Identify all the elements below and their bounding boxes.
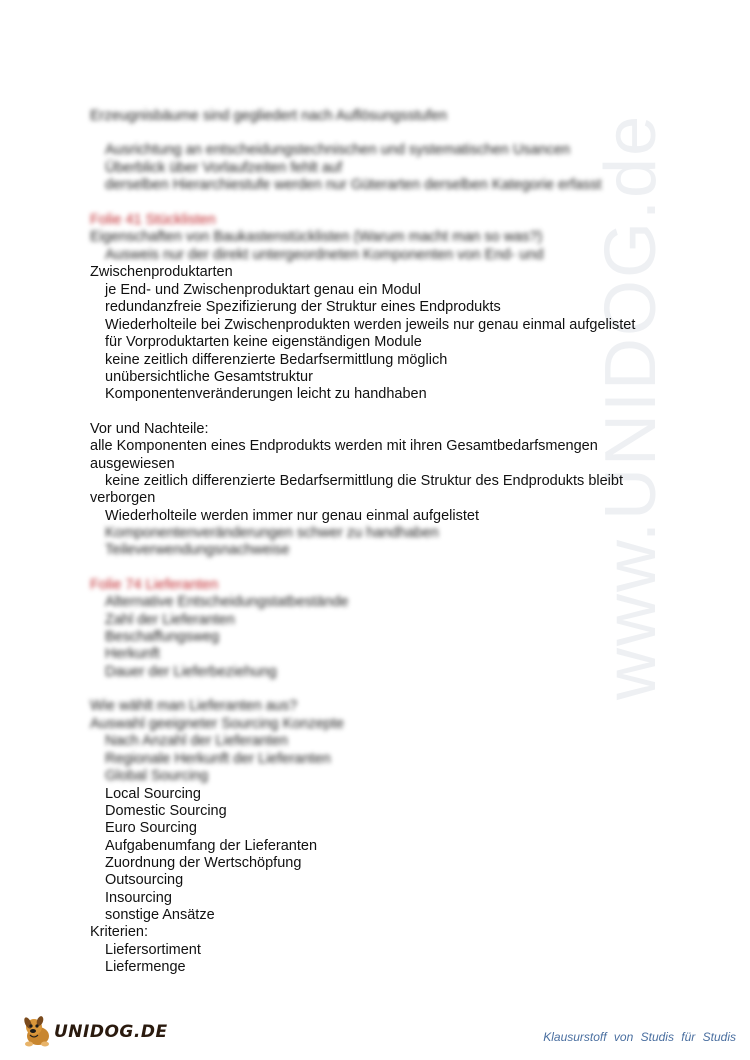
dog-mascot-icon — [20, 1014, 54, 1048]
unidog-logo[interactable] — [20, 1010, 168, 1050]
text-line: sonstige Ansätze — [105, 907, 215, 923]
text-line: Vor und Nachteile: — [90, 421, 209, 437]
text-line: Insourcing — [105, 890, 172, 906]
text-line: Wiederholteile bei Zwischenprodukten werden jeweils nur genau einmal aufgelistet — [105, 317, 636, 333]
text-line: Eigenschaften von Baukastenstücklisten (Warum macht man so was?) — [90, 229, 543, 245]
text-line: unübersichtliche Gesamtstruktur — [105, 369, 313, 385]
text-line: Erzeugnisbäume sind gegliedert nach Auflösungsstufen — [90, 108, 448, 124]
text-line: Kriterien: — [90, 924, 149, 940]
text-line: derselben Hierarchiestufe werden nur Güterarten derselben Kategorie erfasst — [105, 177, 602, 193]
text-line: Überblick über Vorlaufzeiten fehlt auf — [105, 160, 342, 176]
text-line: Zuordnung der Wertschöpfung — [105, 855, 302, 871]
text-line: alle Komponenten eines Endprodukts werden mit ihren Gesamtbedarfsmengen — [90, 438, 598, 454]
text-line: verborgen — [90, 490, 156, 506]
text-line: Liefersortiment — [105, 942, 201, 958]
text-line: Ausrichtung an entscheidungstechnischen und systematischen Usancen — [105, 142, 571, 158]
text-line: Beschaffungsweg — [105, 629, 220, 645]
text-line: Domestic Sourcing — [105, 803, 227, 819]
text-line: Local Sourcing — [105, 786, 201, 802]
text-line: ausgewiesen — [90, 456, 175, 472]
text-line: keine zeitlich differenzierte Bedarfsermittlung die Struktur des Endprodukts bleibt — [105, 473, 623, 489]
text-line: Herkunft — [105, 646, 160, 662]
text-line: für Vorproduktarten keine eigenständigen Module — [105, 334, 422, 350]
section-heading: Folie 41 Stücklisten — [90, 212, 216, 228]
text-line: Komponentenveränderungen leicht zu handhaben — [105, 386, 427, 402]
text-line: Alternative Entscheidungstatbestände — [105, 594, 349, 610]
text-line: Nach Anzahl der Lieferanten — [105, 733, 288, 749]
text-line: Wie wählt man Lieferanten aus? — [90, 698, 298, 714]
text-line: Outsourcing — [105, 872, 184, 888]
section-heading: Folie 74 Lieferanten — [90, 577, 219, 593]
text-line: Ausweis nur der direkt untergeordneten Komponenten von End- und — [105, 247, 544, 263]
watermark-text: www.UNIDOG.de — [591, 113, 671, 700]
text-line: Teileverwendungsnachweise — [105, 542, 290, 558]
text-line: Zwischenproduktarten — [90, 264, 233, 280]
text-line: Auswahl geeigneter Sourcing Konzepte — [90, 716, 344, 732]
text-line: Global Sourcing — [105, 768, 209, 784]
text-line: Zahl der Lieferanten — [105, 612, 235, 628]
text-line: Wiederholteile werden immer nur genau einmal aufgelistet — [105, 508, 479, 524]
text-line: Liefermenge — [105, 959, 186, 975]
text-line: redundanzfreie Spezifizierung der Struktur eines Endprodukts — [105, 299, 501, 315]
text-line: Aufgabenumfang der Lieferanten — [105, 838, 318, 854]
text-line: Dauer der Lieferbeziehung — [105, 664, 277, 680]
text-line: Euro Sourcing — [105, 820, 197, 836]
footer-tagline: Klausurstoff von Studis für Studis — [543, 1030, 736, 1044]
logo-text: UNIDOG.DE — [54, 1022, 168, 1042]
text-line: Regionale Herkunft der Lieferanten — [105, 751, 331, 767]
text-line: keine zeitlich differenzierte Bedarfsermittlung möglich — [105, 352, 448, 368]
text-line: Komponentenveränderungen schwer zu handhaben — [105, 525, 439, 541]
text-line: je End- und Zwischenproduktart genau ein Modul — [105, 282, 421, 298]
